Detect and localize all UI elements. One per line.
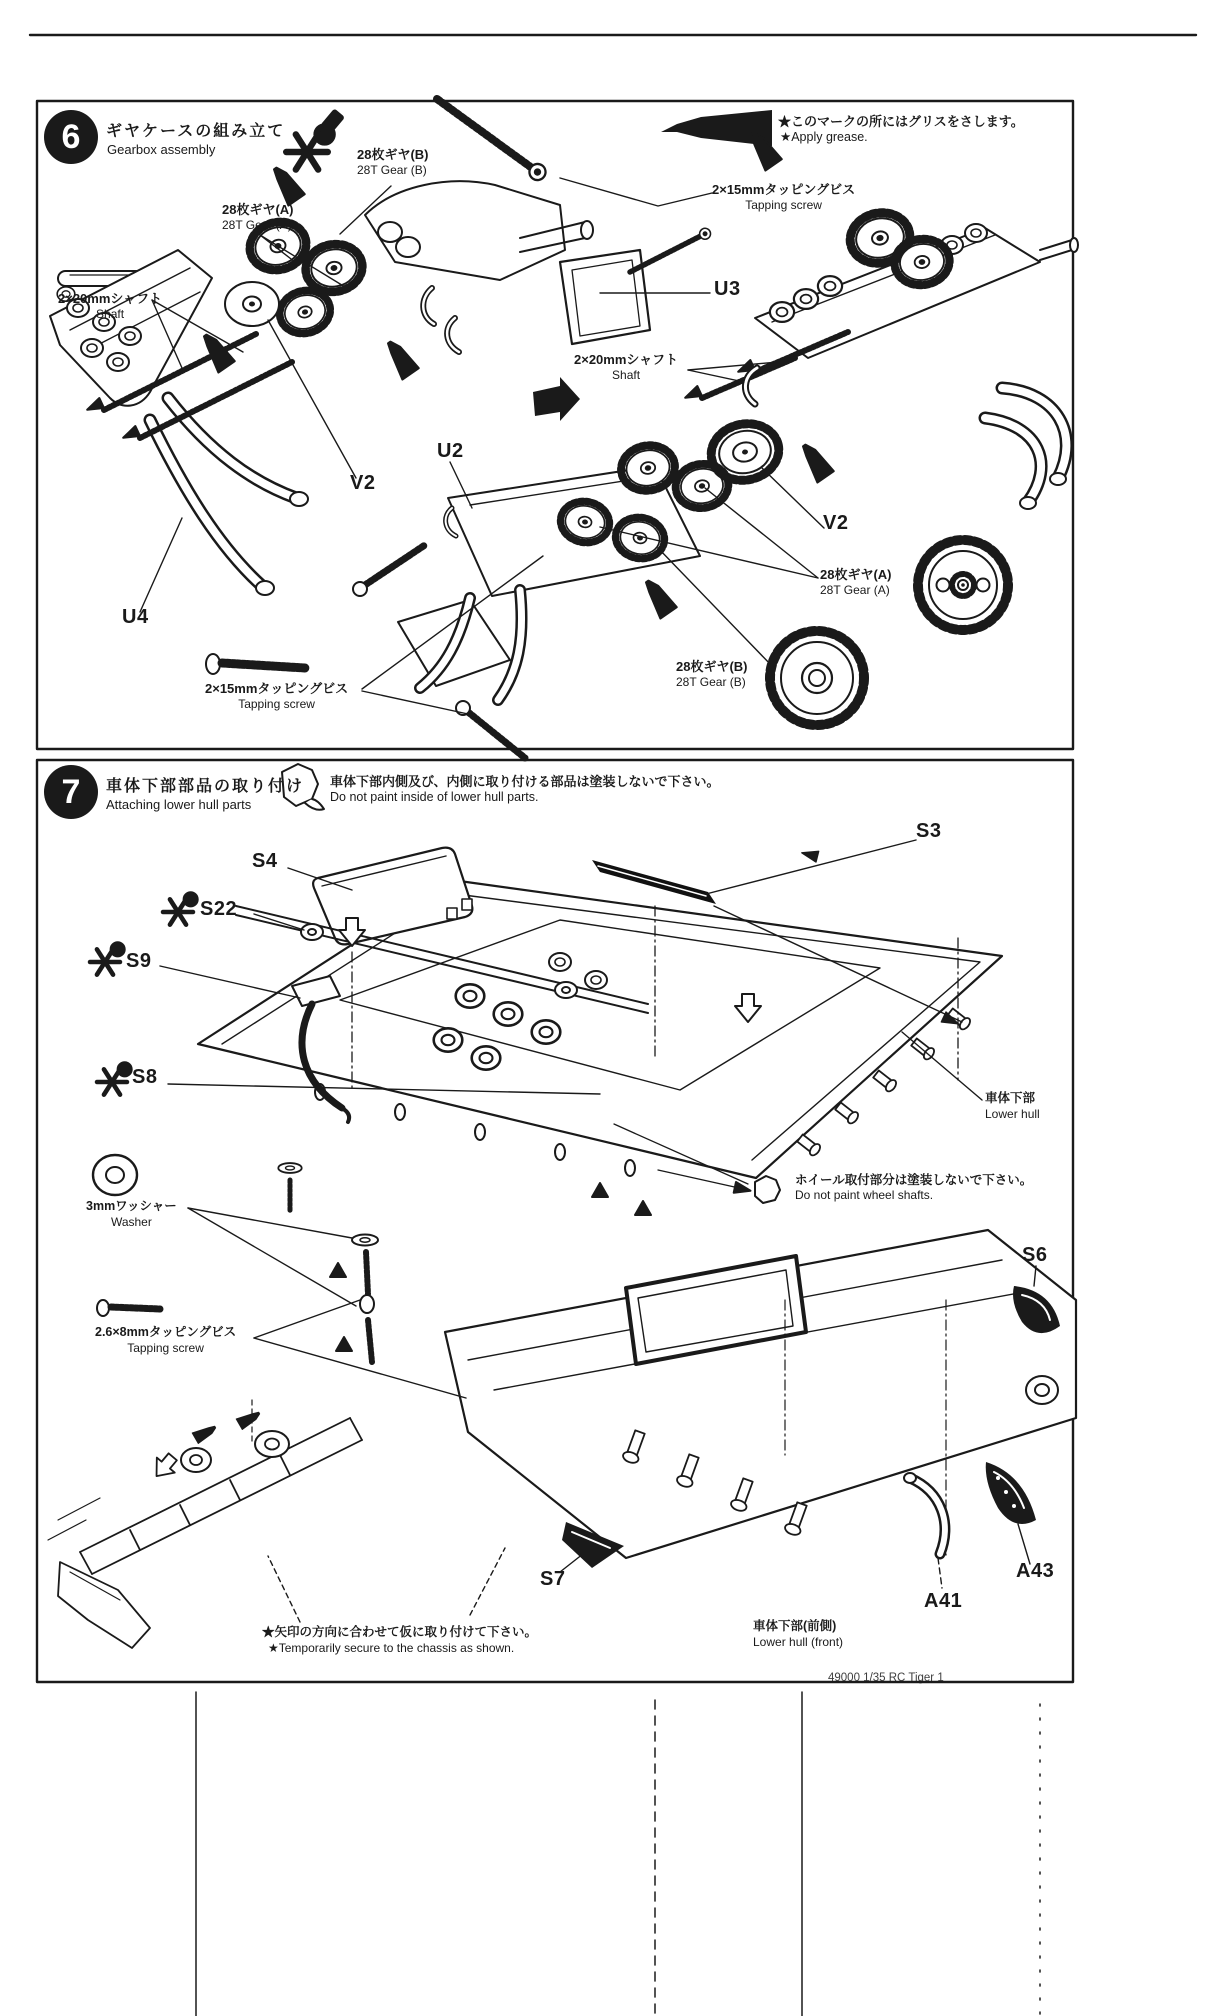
grease-applicator-icon: [286, 108, 345, 169]
assembly-direction-arrow: [533, 377, 580, 421]
v2-ring-gear-part: [706, 418, 784, 487]
part-label-s6: S6: [1022, 1244, 1048, 1266]
grease-legend-en: ★Apply grease.: [780, 130, 868, 144]
panel7-artwork: [37, 760, 1076, 1682]
label-shaft-left: 2×20mmシャフト Shaft: [58, 291, 163, 322]
washer-illustration: [93, 1155, 137, 1195]
gear-face-28t-a: [918, 540, 1008, 630]
label-28t-gear-b-bottom: 28枚ギヤ(B) 28T Gear (B): [676, 659, 748, 690]
part-label-u3: U3: [714, 278, 741, 300]
part-label-s3: S3: [916, 820, 942, 842]
grease-icon-s8: [97, 1062, 132, 1094]
label-28t-gear-b-top: 28枚ギヤ(B) 28T Gear (B): [357, 147, 429, 178]
lower-hull-front-illustration: [445, 1230, 1076, 1558]
step-6-badge: 6: [44, 110, 98, 164]
panel6-title-en: Gearbox assembly: [107, 142, 216, 157]
part-label-u4: U4: [122, 606, 149, 628]
part-label-s4: S4: [252, 850, 278, 872]
wheel-note-jp: ホイール取付部分は塗装しないで下さい。: [795, 1173, 1033, 1187]
gear-cluster-left: [225, 216, 366, 339]
part-label-v2-right: V2: [823, 512, 849, 534]
paint-note-jp: 車体下部内側及び、内側に取り付ける部品は塗装しないで下さい。: [330, 774, 720, 789]
temp-note-jp: ★矢印の方向に合わせて仮に取り付けて下さい。: [262, 1625, 538, 1639]
u4-fork-part: [150, 398, 308, 595]
chassis-inset-illustration: [48, 1400, 362, 1648]
grease-legend-jp: ★このマークの所にはグリスをさします。: [778, 114, 1024, 129]
panel7-title-jp: 車体下部部品の取り付け: [106, 778, 305, 795]
a43-part: [986, 1462, 1036, 1524]
paint-note-en: Do not paint inside of lower hull parts.: [330, 790, 539, 804]
part-label-s22: S22: [200, 898, 238, 920]
grease-icon-s9: [90, 942, 125, 974]
v2-disk-part: [225, 282, 279, 326]
gear-face-28t-b: [770, 631, 864, 725]
label-lower-hull-front: 車体下部(前側) Lower hull (front): [753, 1619, 844, 1649]
gearbox-housing-upper: [365, 181, 593, 352]
label-tapping-screw-top: 2×15mmタッピングビス Tapping screw: [712, 182, 856, 213]
part-label-v2-left: V2: [350, 472, 376, 494]
panel6-artwork: [37, 92, 1078, 758]
panel6-title-jp: ギヤケースの組み立て: [106, 123, 286, 140]
panel7-title-en: Attaching lower hull parts: [106, 797, 252, 812]
part-label-s9: S9: [126, 950, 152, 972]
s3-strip-part: [592, 860, 716, 904]
label-28t-gear-a-top: 28枚ギヤ(A) 28T Gear (A): [222, 202, 294, 233]
label-tapping-screw-26: 2.6×8mmタッピングビス Tapping screw: [95, 1325, 237, 1355]
part-label-s7: S7: [540, 1568, 566, 1590]
u3-plate-part: [560, 250, 650, 344]
part-label-s8: S8: [132, 1066, 158, 1088]
page-footer-text: 49000 1/35 RC Tiger 1: [828, 1672, 944, 1684]
grease-icon-s22: [163, 892, 198, 924]
wheel-note-en: Do not paint wheel shafts.: [795, 1188, 934, 1202]
temp-note-en: ★Temporarily secure to the chassis as shown.: [268, 1641, 515, 1655]
a41-part: [904, 1473, 945, 1554]
tapping-screw-small: [97, 1300, 504, 1430]
label-28t-gear-a-right: 28枚ギヤ(A) 28T Gear (A): [820, 567, 892, 598]
label-washer: 3mmワッシャー Washer: [86, 1199, 177, 1229]
step-7-badge: 7: [44, 765, 98, 819]
part-label-a41: A41: [924, 1590, 963, 1612]
label-lower-hull: 車体下部 Lower hull: [985, 1091, 1040, 1121]
part-label-a43: A43: [1016, 1560, 1055, 1582]
label-shaft-right: 2×20mmシャフト Shaft: [574, 352, 679, 383]
label-tapping-screw-bottom: 2×15mmタッピングビス Tapping screw: [205, 681, 349, 712]
part-label-u2: U2: [437, 440, 464, 462]
